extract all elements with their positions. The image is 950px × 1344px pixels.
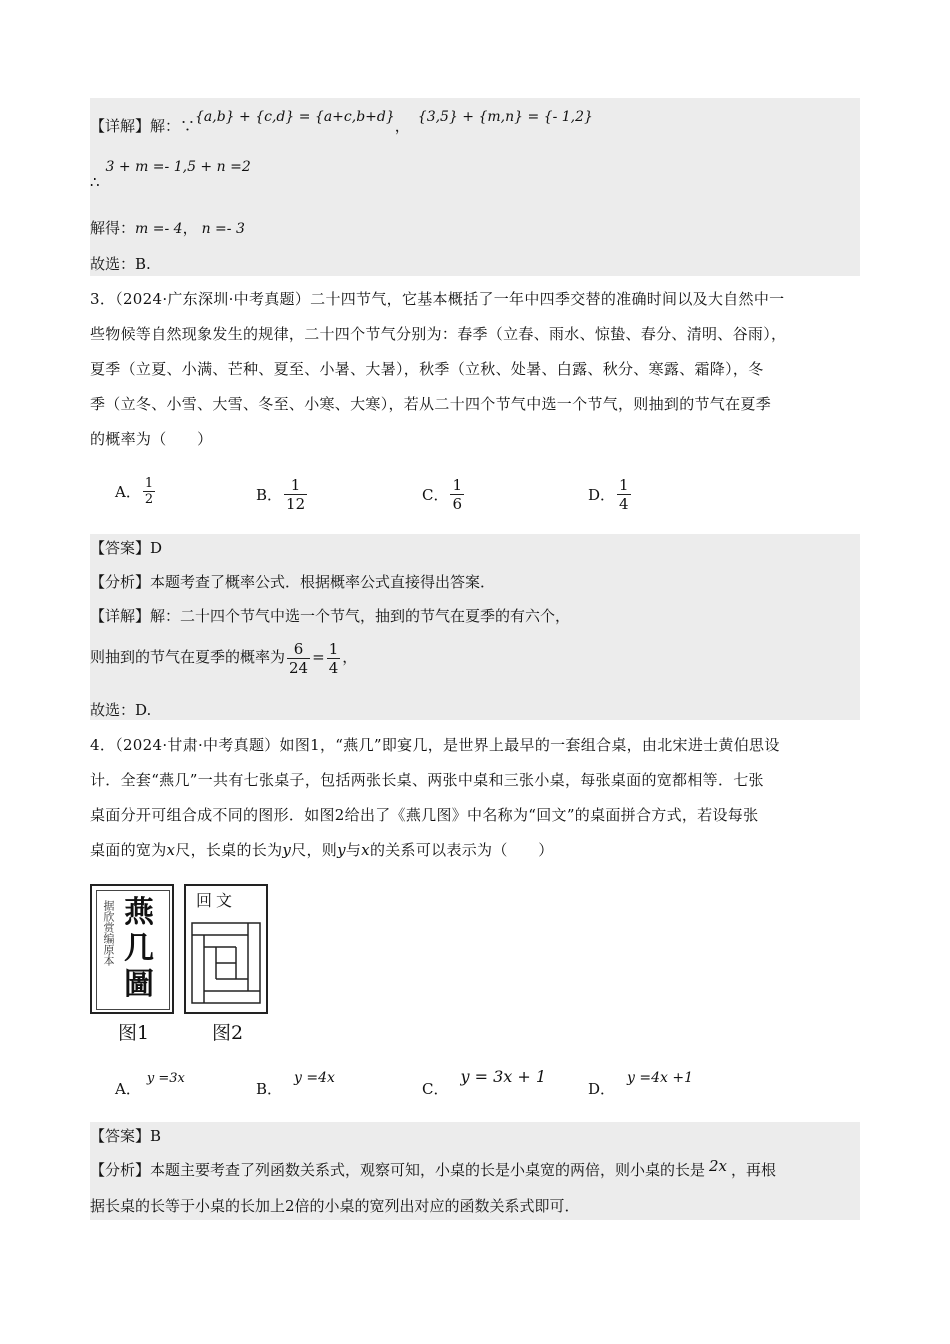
q3-option-b[interactable] [256, 476, 309, 513]
numerator: 6 [287, 640, 310, 659]
q3-choice: 故选：D. [90, 701, 152, 719]
q4-text: 尺，则 [291, 841, 338, 859]
solution-label: 解得： [90, 219, 136, 237]
q4-option-b[interactable] [256, 1066, 335, 1098]
q4-option-a[interactable] [115, 1066, 185, 1098]
therefore-symbol: ∴ [90, 173, 100, 191]
solution-m: m =- 4 [135, 221, 183, 237]
q3-detail-text: 则抽到的节气在夏季的概率为 [90, 648, 286, 666]
option-label: D． [588, 1080, 616, 1098]
q3-option-d[interactable] [588, 476, 633, 513]
option-expression: y =4x [294, 1070, 335, 1086]
q3-detail-line2 [90, 636, 357, 678]
q3-row: 的概率为（ ） [90, 430, 213, 448]
option-label: B． [256, 486, 283, 504]
q4-analysis-line2: 据长桌的长等于小桌的长加上2倍的小桌的宽列出对应的函数关系式即可． [90, 1197, 580, 1215]
figure-1-char: 燕 [124, 895, 154, 930]
option-label: A． [115, 483, 141, 501]
option-fraction [617, 476, 631, 513]
q4-row: 桌面分开可组合成不同的图形．如图2给出了《燕几图》中名称为“回文”的桌面拼合方式，若设每张 [90, 806, 759, 824]
q3-row: 夏季（立夏、小满、芒种、夏至、小暑、大暑），秋季（立秋、处暑、白露、秋分、寒露、霜降），冬 [90, 360, 764, 378]
figure-1-char: 圖 [124, 967, 154, 1002]
set-sum-instance: {3,5} + {m,n} = {- 1,2} [417, 109, 593, 125]
option-expression: y = 3x + 1 [460, 1067, 547, 1086]
figure-2-caption: 图2 [212, 1022, 244, 1044]
figure-1-char: 几 [124, 931, 154, 966]
q4-text: 的关系可以表示为（ ） [369, 841, 554, 859]
var-x: x [166, 841, 176, 859]
q4-row [90, 835, 860, 865]
q4-analysis-text: 【分析】本题主要考查了列函数关系式，观察可知，小桌的长是小桌宽的两倍，则小桌的长是 [90, 1161, 706, 1179]
figure-2-huiwen [184, 884, 268, 1014]
q3-question [90, 284, 860, 454]
figure-1-caption: 图1 [118, 1022, 150, 1044]
q2-detail-block [90, 98, 860, 276]
q4-row: 4．（2024·甘肃·中考真题）如图1，“燕几”即宴几，是世界上最早的一套组合桌，由北宋进士黄伯思设 [90, 736, 780, 754]
q4-text: 与 [345, 841, 362, 859]
denominator: 2 [144, 492, 154, 507]
solution-n: n =- 3 [201, 221, 245, 237]
option-label: B． [256, 1080, 283, 1098]
q4-analysis-line1 [90, 1157, 777, 1180]
q4-text: 桌面的宽为 [90, 841, 167, 859]
option-fraction [284, 476, 307, 513]
option-label: C． [422, 486, 449, 504]
numerator: 1 [452, 476, 463, 494]
equation-system: 3 + m =- 1,5 + n =2 [105, 159, 251, 175]
q4-text: 尺，长桌的长为 [175, 841, 283, 859]
q2-detail-line3 [90, 218, 245, 239]
figure-1-cover [90, 884, 174, 1014]
q2-detail-label: 【详解】解：∵ [90, 117, 196, 135]
q3-option-c[interactable] [422, 476, 466, 513]
q4-option-d[interactable] [588, 1066, 694, 1098]
numerator: 1 [328, 639, 339, 658]
denominator: 12 [286, 495, 306, 513]
huiwen-tiling-diagram [186, 886, 266, 1012]
q4-question [90, 730, 860, 865]
q3-answer-block [90, 534, 860, 720]
comma: ， [394, 117, 410, 135]
denominator: 4 [328, 658, 339, 677]
option-expression: y =4x +1 [627, 1070, 694, 1086]
q4-row: 计．全套“燕几”一共有七张桌子，包括两张长桌、两张中桌和三张小桌，每张桌面的宽都相等．七张 [90, 771, 764, 789]
option-fraction [450, 476, 464, 513]
option-label: D． [588, 486, 616, 504]
fraction-six-twentyfour [287, 640, 310, 677]
expr-2x: 2x [709, 1157, 728, 1175]
q2-detail-line2 [90, 156, 251, 191]
option-label: C． [422, 1080, 449, 1098]
denominator: 24 [289, 658, 309, 677]
var-y: y [282, 841, 292, 859]
comma: ， [182, 219, 198, 237]
q3-answer: 【答案】D [90, 539, 163, 557]
set-sum-definition: {a,b} + {c,d} = {a+c,b+d} [195, 109, 395, 125]
q4-option-c[interactable] [422, 1066, 547, 1098]
q3-row: 些物候等自然现象发生的规律，二十四个节气分别为：春季（立春、雨水、惊蛰、春分、清明、谷雨）， [90, 325, 787, 343]
q4-analysis-text: ，再根 [731, 1161, 777, 1179]
fraction-one-four [327, 640, 341, 677]
q4-answer-block [90, 1122, 860, 1220]
equals-sign: = [312, 648, 325, 666]
q3-detail-line1: 【详解】解：二十四个节气中选一个节气，抽到的节气在夏季的有六个， [90, 607, 571, 625]
option-label: A． [115, 1080, 141, 1098]
q3-row: 3．（2024·广东深圳·中考真题）二十四节气，它基本概括了一年中四季交替的准确时间以及大自然中一 [90, 290, 785, 308]
figure-1-side-text: 据欣赏编原本 [102, 900, 115, 966]
figure-2-title: 回文 [196, 891, 237, 910]
comma: ， [342, 648, 358, 666]
option-expression: y =3x [146, 1071, 185, 1086]
q3-option-a[interactable] [115, 476, 157, 507]
q3-row: 季（立冬、小雪、大雪、冬至、小寒、大寒），若从二十四个节气中选一个节气，则抽到的节气在夏季 [90, 395, 772, 413]
var-y: y [337, 841, 346, 859]
numerator: 1 [284, 476, 307, 495]
numerator: 1 [144, 476, 154, 491]
q3-analysis: 【分析】本题考查了概率公式．根据概率公式直接得出答案． [90, 573, 496, 591]
numerator: 1 [619, 476, 629, 494]
denominator: 6 [452, 495, 463, 513]
var-x: x [361, 841, 370, 859]
option-fraction [143, 476, 155, 507]
q2-choice: 故选：B. [90, 255, 151, 273]
denominator: 4 [619, 495, 629, 513]
q4-answer: 【答案】B [90, 1127, 162, 1145]
q2-detail-line1 [90, 109, 593, 137]
